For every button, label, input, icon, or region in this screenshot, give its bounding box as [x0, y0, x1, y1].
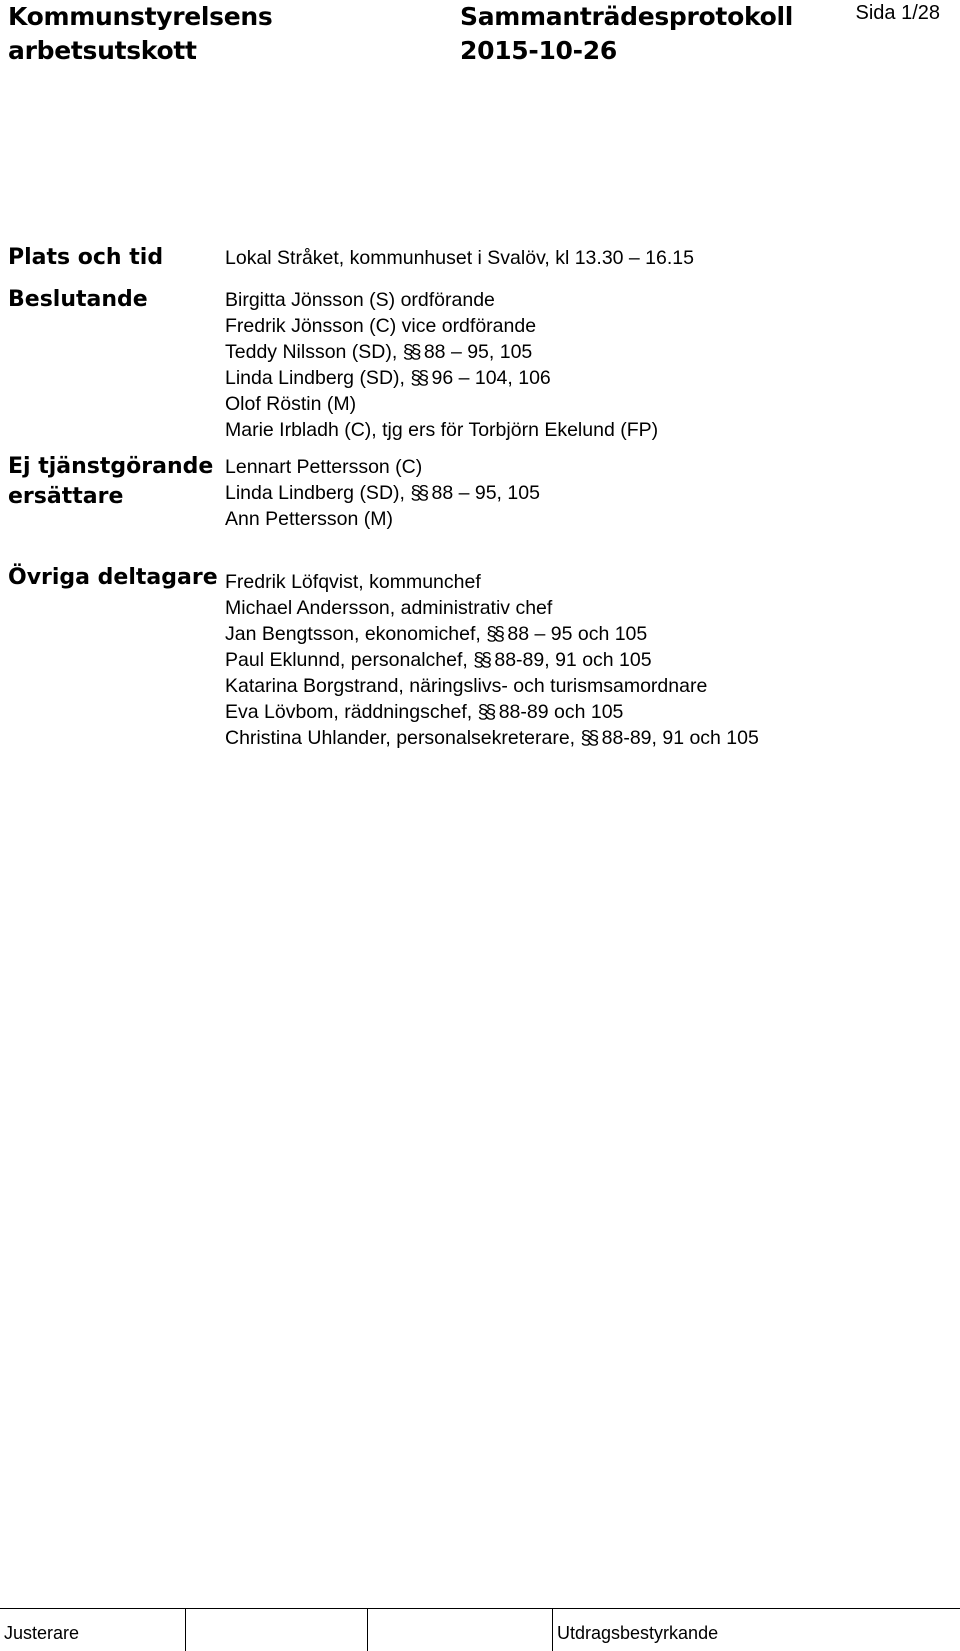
list-item: Paul Eklunnd, personalchef, §§ 88-89, 91 och 105: [225, 649, 652, 671]
footer-cell-justerare: [0, 1609, 185, 1651]
organization-line-1: Kommunstyrelsens: [8, 2, 273, 31]
section-label-ersattare: Ej tjänstgörande ersättare: [8, 454, 214, 509]
list-item: Michael Andersson, administrativ chef: [225, 597, 553, 619]
list-item: Marie Irbladh (C), tjg ers för Torbjörn Ekelund (FP): [225, 419, 659, 441]
section-label-ovriga: Övriga deltagare: [8, 565, 218, 590]
plats-text: Lokal Stråket, kommunhuset i Svalöv, kl 13.30 – 16.15: [225, 247, 694, 269]
list-item: Ann Pettersson (M): [225, 508, 393, 530]
page-number: Sida 1/28: [855, 2, 940, 24]
paragraph-sign: §§: [402, 341, 419, 363]
paragraph-sign: §§: [473, 649, 489, 671]
list-item: Olof Röstin (M): [225, 393, 357, 415]
list-item: Lennart Pettersson (C): [225, 456, 423, 478]
list-item: Jan Bengtsson, ekonomichef, §§ 88 – 95 och 105: [225, 623, 648, 645]
paragraph-sign: §§: [410, 482, 427, 504]
footer-cell-utdragsbestyrkande: [552, 1609, 960, 1651]
document-date: 2015-10-26: [460, 36, 617, 65]
list-item: Fredrik Löfqvist, kommunchef: [225, 571, 481, 593]
document-title: Sammanträdesprotokoll: [460, 2, 794, 31]
list-item: Eva Lövbom, räddningschef, §§ 88-89 och 105: [225, 701, 624, 723]
list-item: Katarina Borgstrand, näringslivs- och turismsamordnare: [225, 675, 708, 697]
list-item: Christina Uhlander, personalsekreterare, §§ 88-89, 91 och 105: [225, 727, 759, 749]
paragraph-sign: §§: [580, 727, 597, 749]
organization-line-2: arbetsutskott: [8, 36, 197, 65]
document-heading: [460, 0, 793, 68]
section-label-beslutande: Beslutande: [8, 287, 148, 312]
justerare-label: Justerare: [4, 1623, 80, 1643]
utdragsbestyrkande-label: Utdragsbestyrkande: [557, 1623, 719, 1643]
list-item: Birgitta Jönsson (S) ordförande: [225, 289, 495, 311]
section-body-ovriga: [225, 569, 759, 751]
footer-cell-signature-2: [367, 1609, 553, 1651]
paragraph-sign: §§: [486, 623, 502, 645]
list-item: Linda Lindberg (SD), §§ 88 – 95, 105: [225, 482, 540, 504]
paragraph-sign: §§: [477, 701, 494, 723]
signature-footer: [0, 1608, 960, 1651]
section-body-beslutande: [225, 287, 658, 443]
list-item: Linda Lindberg (SD), §§ 96 – 104, 106: [225, 367, 551, 389]
section-body-plats: [225, 245, 694, 271]
list-item: Fredrik Jönsson (C) vice ordförande: [225, 315, 537, 337]
footer-cell-signature-1: [185, 1609, 368, 1651]
paragraph-sign: §§: [410, 367, 427, 389]
list-item: Teddy Nilsson (SD), §§ 88 – 95, 105: [225, 341, 533, 363]
section-label-plats: Plats och tid: [8, 245, 164, 270]
organization-name: [8, 0, 273, 68]
section-body-ersattare: [225, 454, 540, 532]
